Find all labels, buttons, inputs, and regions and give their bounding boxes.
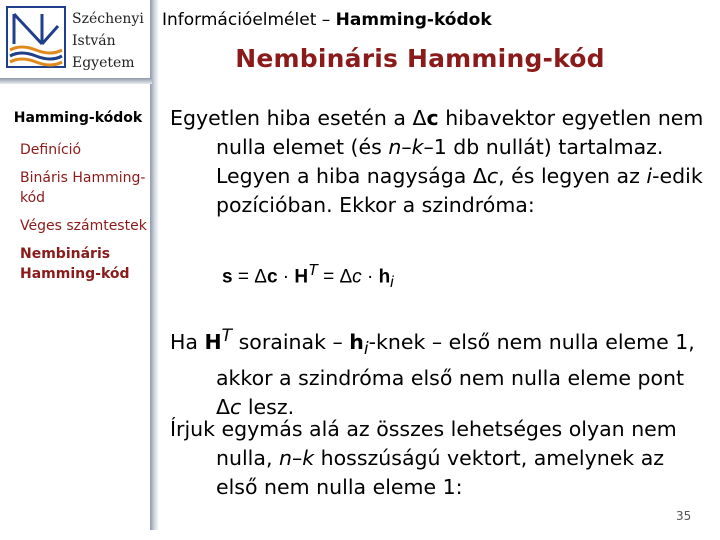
content-paragraph-3 [170,415,705,502]
sidebar-nav [8,108,148,292]
university-line-2: István [72,33,116,49]
university-logo [6,6,66,68]
paragraph-1-text: Egyetlen hiba esetén a Δc hibavektor egyetlen nem nulla elemet (és n–k–1 db nullát) tartalmaz. Legyen a hiba nagysága Δc, és legyen az i-edik pozícióban. Ekkor a szindróma: [170,106,704,217]
syndrome-formula: $s = \Delta c \cdot H^T = \Delta c \cdot h_i$ [222,262,394,292]
paragraph-2-text: Ha $H^T$ sorainak – $h_i$-knek – első nem nulla eleme 1, akkor a szindróma első nem nulla eleme pont Δc lesz. [170,326,695,419]
university-line-1: Széchenyi [72,11,144,27]
course-title-topic: Hamming-kódok [335,10,492,30]
university-name [72,8,144,74]
sidebar-item-nembinaris-hamming-kod[interactable]: Nembináris Hamming-kód [20,246,130,282]
paragraph-3-text: Írjuk egymás alá az összes lehetséges olyan nem nulla, n–k hosszúságú vektort, amelynek az első nem nulla eleme 1: [170,417,677,499]
course-title-prefix: Információelmélet – [162,10,336,30]
sidebar-item-veges-szamtestek[interactable]: Véges számtestek [20,218,147,234]
university-line-3: Egyetem [72,55,135,71]
sidebar-item-binaris-hamming-kod[interactable]: Bináris Hamming-kód [20,170,146,206]
slide-title: Nembináris Hamming-kód [235,44,605,73]
page-number: 35 [676,509,692,523]
content-paragraph-1 [170,104,705,220]
content-paragraph-2 [170,322,705,422]
university-logo-icon [6,6,66,68]
sidebar-heading: Hamming-kódok [13,110,143,126]
horizontal-divider [0,78,152,84]
sidebar-item-definicio[interactable]: Definíció [20,142,82,158]
course-title [162,10,492,30]
